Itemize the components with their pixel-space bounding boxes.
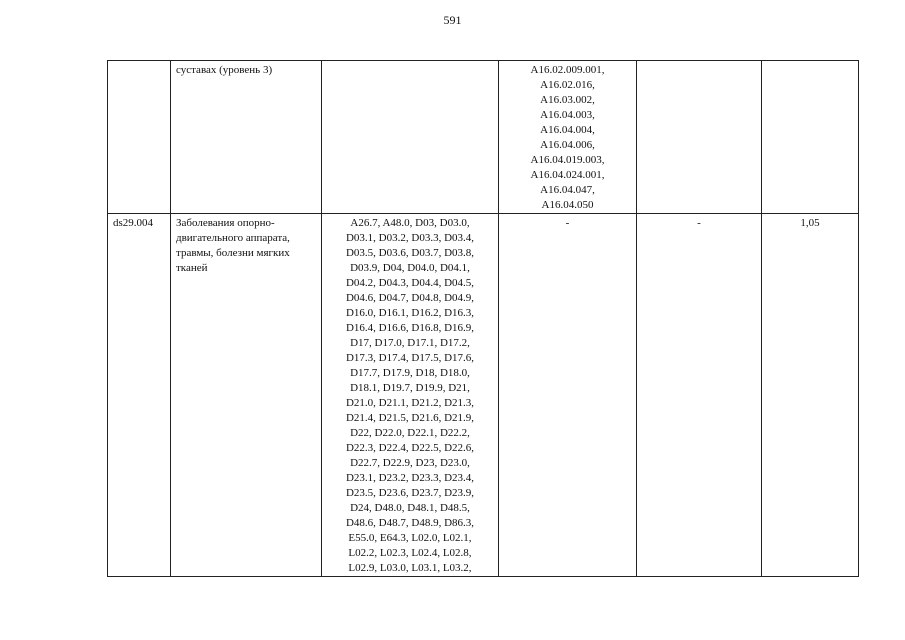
coefficient-cell (762, 61, 859, 214)
additional-criteria-cell (637, 61, 762, 214)
diagnosis-line: L02.9, L03.0, L03.1, L03.2, (348, 562, 472, 574)
additional-criteria-cell: - (637, 214, 762, 577)
name-cell (171, 214, 322, 577)
diagnosis-line: D04.2, D04.3, D04.4, D04.5, (345, 277, 475, 289)
service-code: A16.04.019.003, (530, 154, 605, 166)
page-number: 591 (443, 13, 462, 27)
diagnosis-line: D24, D48.0, D48.1, D48.5, (350, 502, 470, 514)
service-code: A16.04.047, (540, 184, 595, 196)
service-code: A16.03.002, (540, 94, 595, 106)
service-code: A16.04.006, (540, 139, 595, 151)
service-code: A16.04.024.001, (530, 169, 605, 181)
diagnosis-line: D16.4, D16.6, D16.8, D16.9, (345, 322, 475, 334)
diagnosis-line: D16.0, D16.1, D16.2, D16.3, (345, 307, 475, 319)
diagnosis-line: D22.7, D22.9, D23, D23.0, (350, 457, 470, 469)
service-code: A16.02.009.001, (530, 64, 605, 76)
diagnosis-line: D23.5, D23.6, D23.7, D23.9, (345, 487, 475, 499)
diagnosis-line: A26.7, A48.0, D03, D03.0, (350, 217, 470, 229)
name-line: Заболевания опорно- (176, 217, 275, 229)
table-row (108, 214, 859, 577)
service-code: A16.04.050 (541, 199, 594, 211)
diagnosis-line: D22.3, D22.4, D22.5, D22.6, (345, 442, 475, 454)
diagnosis-line: D03.1, D03.2, D03.3, D03.4, (345, 232, 475, 244)
diagnosis-line: D04.6, D04.7, D04.8, D04.9, (345, 292, 475, 304)
diagnosis-line: L02.2, L02.3, L02.4, L02.8, (348, 547, 472, 559)
name-cell: суставах (уровень 3) (171, 61, 322, 214)
coefficient-cell: 1,05 (762, 214, 859, 577)
service-code: A16.04.003, (540, 109, 595, 121)
diagnosis-line: D03.5, D03.6, D03.7, D03.8, (345, 247, 475, 259)
diagnosis-line: D17.3, D17.4, D17.5, D17.6, (345, 352, 475, 364)
code-cell (108, 61, 171, 214)
diagnosis-line: D17.7, D17.9, D18, D18.0, (350, 367, 470, 379)
diagnosis-line: D17, D17.0, D17.1, D17.2, (350, 337, 470, 349)
services-cell (499, 61, 637, 214)
name-line: тканей (176, 262, 208, 274)
name-line: двигательного аппарата, (176, 232, 290, 244)
diagnosis-line: D21.4, D21.5, D21.6, D21.9, (345, 412, 475, 424)
diagnosis-line: E55.0, E64.3, L02.0, L02.1, (348, 532, 472, 544)
service-code: A16.04.004, (540, 124, 595, 136)
diagnosis-line: D18.1, D19.7, D19.9, D21, (350, 382, 470, 394)
tariff-table (107, 60, 859, 577)
diagnosis-line: D23.1, D23.2, D23.3, D23.4, (345, 472, 475, 484)
service-code: A16.02.016, (540, 79, 595, 91)
code-cell: ds29.004 (108, 214, 171, 577)
diagnosis-line: D22, D22.0, D22.1, D22.2, (350, 427, 470, 439)
table-row (108, 61, 859, 214)
diagnosis-line: D48.6, D48.7, D48.9, D86.3, (345, 517, 475, 529)
diagnosis-line: D21.0, D21.1, D21.2, D21.3, (345, 397, 475, 409)
services-cell: - (499, 214, 637, 577)
name-line: травмы, болезни мягких (176, 247, 290, 259)
diagnoses-cell (322, 61, 499, 214)
diagnosis-line: D03.9, D04, D04.0, D04.1, (350, 262, 470, 274)
diagnoses-cell (322, 214, 499, 577)
